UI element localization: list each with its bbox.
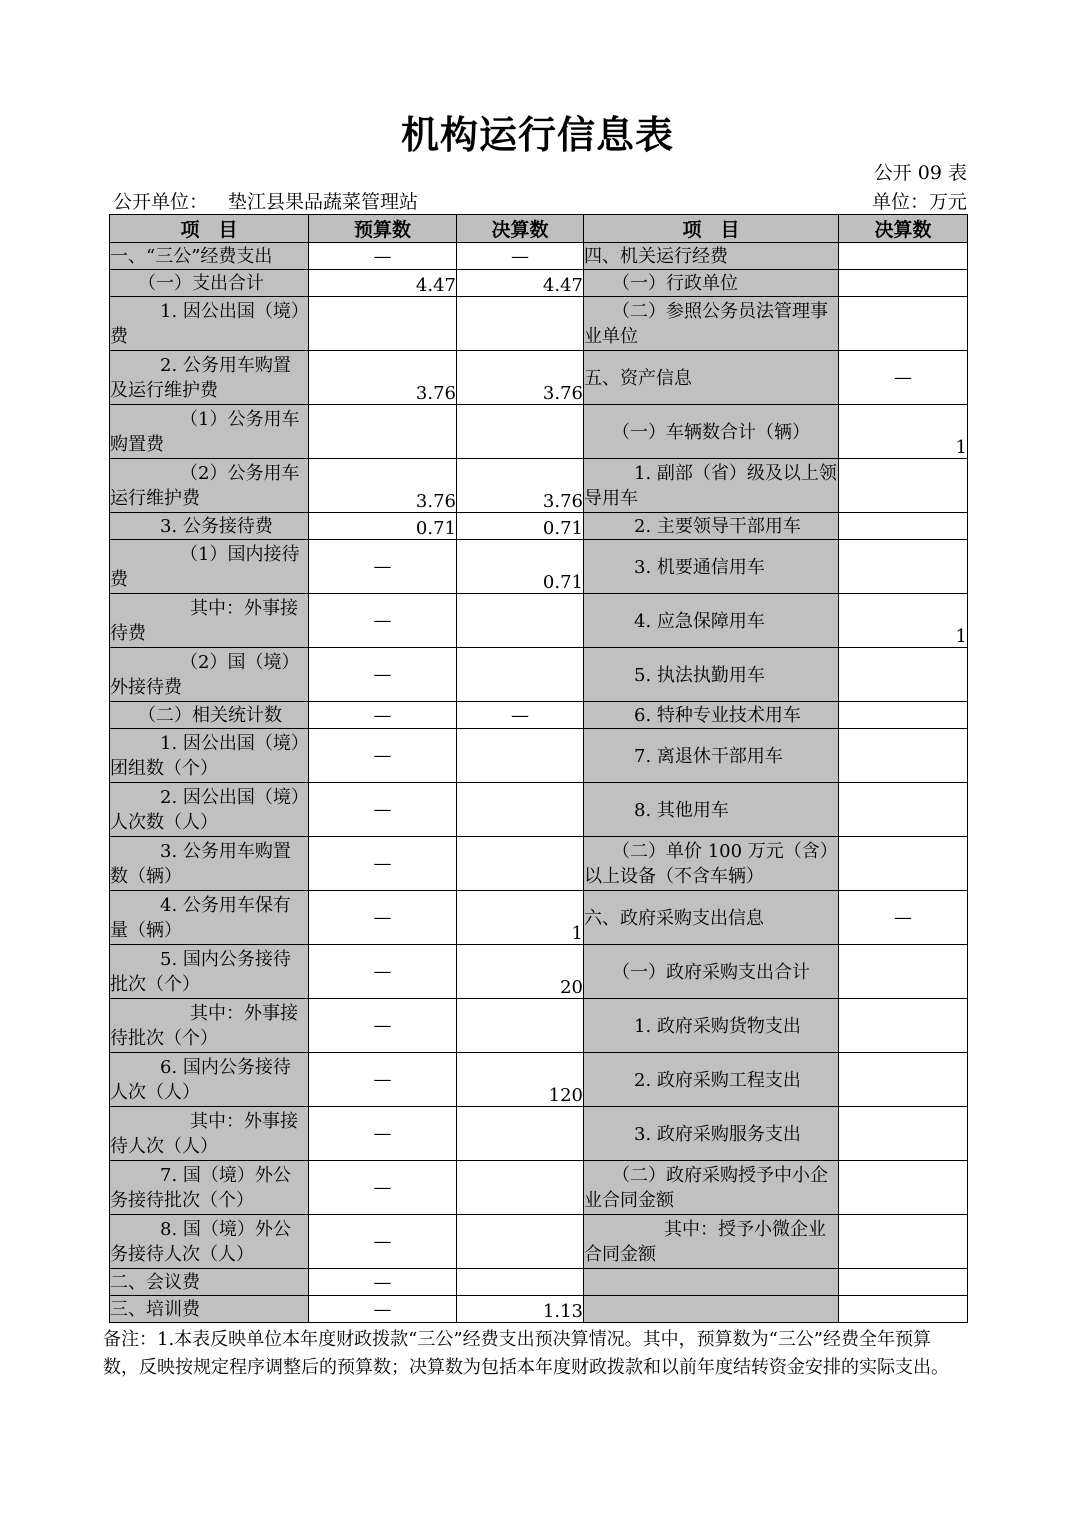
footnote bbox=[103, 1326, 983, 1382]
row-label-left: 1. 因公出国（境）团组数（个） bbox=[110, 729, 309, 783]
header-actual-left: 决算数 bbox=[457, 215, 584, 243]
header-item-left: 项 目 bbox=[110, 215, 309, 243]
actual-value bbox=[457, 783, 584, 837]
table-number: 公开 09 表 bbox=[873, 162, 967, 184]
table-row bbox=[110, 891, 968, 945]
row-label-right: 1. 政府采购货物支出 bbox=[584, 999, 839, 1053]
row-label-right: 6. 特种专业技术用车 bbox=[584, 702, 839, 729]
row-label-left: 2. 公务用车购置及运行维护费 bbox=[110, 351, 309, 405]
row-label-left: （二）相关统计数 bbox=[110, 702, 309, 729]
right-actual-value bbox=[839, 702, 968, 729]
right-actual-value bbox=[839, 297, 968, 351]
table-body bbox=[110, 243, 968, 1323]
header-budget: 预算数 bbox=[309, 215, 457, 243]
row-label-right: 六、政府采购支出信息 bbox=[584, 891, 839, 945]
table-row bbox=[110, 405, 968, 459]
row-label-left: 4. 公务用车保有量（辆） bbox=[110, 891, 309, 945]
row-label-right: 五、资产信息 bbox=[584, 351, 839, 405]
right-actual-value bbox=[839, 729, 968, 783]
row-label-right: （二）政府采购授予中小企业合同金额 bbox=[584, 1161, 839, 1215]
row-label-right: 4. 应急保障用车 bbox=[584, 594, 839, 648]
budget-value: 3.76 bbox=[309, 459, 457, 513]
budget-value: — bbox=[309, 783, 457, 837]
budget-value: — bbox=[309, 729, 457, 783]
right-actual-value bbox=[839, 540, 968, 594]
table-row bbox=[110, 270, 968, 297]
table-row bbox=[110, 837, 968, 891]
budget-value: 3.76 bbox=[309, 351, 457, 405]
budget-value: 4.47 bbox=[309, 270, 457, 297]
table-row bbox=[110, 243, 968, 270]
right-actual-value bbox=[839, 1296, 968, 1323]
header-item-right: 项 目 bbox=[584, 215, 839, 243]
right-actual-value bbox=[839, 783, 968, 837]
row-label-left: （1）公务用车购置费 bbox=[110, 405, 309, 459]
row-label-left: 2. 因公出国（境）人次数（人） bbox=[110, 783, 309, 837]
actual-value: 0.71 bbox=[457, 540, 584, 594]
actual-value: 120 bbox=[457, 1053, 584, 1107]
footnote-line-1: 备注：1.本表反映单位本年度财政拨款“三公”经费支出预决算情况。其中，预算数为“三公”经费全年预算 bbox=[103, 1329, 931, 1350]
info-table bbox=[109, 214, 968, 1323]
row-label-right: 3. 机要通信用车 bbox=[584, 540, 839, 594]
row-label-left: 5. 国内公务接待批次（个） bbox=[110, 945, 309, 999]
row-label-left: 7. 国（境）外公务接待批次（个） bbox=[110, 1161, 309, 1215]
right-actual-value bbox=[839, 1215, 968, 1269]
budget-value: — bbox=[309, 1107, 457, 1161]
budget-value: — bbox=[309, 1296, 457, 1323]
table-row bbox=[110, 297, 968, 351]
table-row bbox=[110, 999, 968, 1053]
actual-value: — bbox=[457, 243, 584, 270]
actual-value: 1.13 bbox=[457, 1296, 584, 1323]
row-label-right: 3. 政府采购服务支出 bbox=[584, 1107, 839, 1161]
row-label-left: 3. 公务用车购置数（辆） bbox=[110, 837, 309, 891]
right-actual-value: — bbox=[839, 351, 968, 405]
table-row bbox=[110, 1269, 968, 1296]
table-row bbox=[110, 594, 968, 648]
row-label-right: （二）单价 100 万元（含）以上设备（不含车辆） bbox=[584, 837, 839, 891]
table-row bbox=[110, 1296, 968, 1323]
table-row bbox=[110, 459, 968, 513]
row-label-left: （2）国（境）外接待费 bbox=[110, 648, 309, 702]
actual-value: — bbox=[457, 702, 584, 729]
row-label-left: 3. 公务接待费 bbox=[110, 513, 309, 540]
actual-value bbox=[457, 1161, 584, 1215]
table-row bbox=[110, 648, 968, 702]
actual-value bbox=[457, 405, 584, 459]
actual-value: 3.76 bbox=[457, 459, 584, 513]
right-actual-value bbox=[839, 243, 968, 270]
right-actual-value bbox=[839, 1269, 968, 1296]
actual-value bbox=[457, 648, 584, 702]
row-label-left: 6. 国内公务接待人次（人） bbox=[110, 1053, 309, 1107]
budget-value: 0.71 bbox=[309, 513, 457, 540]
actual-value: 1 bbox=[457, 891, 584, 945]
actual-value: 20 bbox=[457, 945, 584, 999]
actual-value bbox=[457, 594, 584, 648]
table-row bbox=[110, 1107, 968, 1161]
row-label-right: 1. 副部（省）级及以上领导用车 bbox=[584, 459, 839, 513]
budget-value: — bbox=[309, 648, 457, 702]
actual-value bbox=[457, 1107, 584, 1161]
budget-value: — bbox=[309, 1269, 457, 1296]
right-actual-value bbox=[839, 459, 968, 513]
right-actual-value bbox=[839, 1161, 968, 1215]
page-title: 机构运行信息表 bbox=[400, 112, 674, 157]
budget-value: — bbox=[309, 1161, 457, 1215]
row-label-left: 其中：外事接待批次（个） bbox=[110, 999, 309, 1053]
row-label-left: 其中：外事接待人次（人） bbox=[110, 1107, 309, 1161]
budget-value: — bbox=[309, 1215, 457, 1269]
right-actual-value bbox=[839, 945, 968, 999]
right-actual-value bbox=[839, 270, 968, 297]
budget-value: — bbox=[309, 540, 457, 594]
header-actual-right: 决算数 bbox=[839, 215, 968, 243]
table-row bbox=[110, 729, 968, 783]
row-label-left: （2）公务用车运行维护费 bbox=[110, 459, 309, 513]
table-row bbox=[110, 540, 968, 594]
budget-value: — bbox=[309, 1053, 457, 1107]
row-label-right: 2. 政府采购工程支出 bbox=[584, 1053, 839, 1107]
row-label-left: 二、会议费 bbox=[110, 1269, 309, 1296]
actual-value: 0.71 bbox=[457, 513, 584, 540]
row-label-right: 8. 其他用车 bbox=[584, 783, 839, 837]
org-info bbox=[113, 187, 418, 214]
right-actual-value bbox=[839, 999, 968, 1053]
budget-value: — bbox=[309, 945, 457, 999]
actual-value bbox=[457, 729, 584, 783]
budget-value: — bbox=[309, 999, 457, 1053]
budget-value: — bbox=[309, 837, 457, 891]
table-row bbox=[110, 513, 968, 540]
table-row bbox=[110, 351, 968, 405]
row-label-right: （一）车辆数合计（辆） bbox=[584, 405, 839, 459]
right-actual-value: — bbox=[839, 891, 968, 945]
table-row bbox=[110, 1053, 968, 1107]
row-label-left: 8. 国（境）外公务接待人次（人） bbox=[110, 1215, 309, 1269]
budget-value: — bbox=[309, 594, 457, 648]
actual-value: 4.47 bbox=[457, 270, 584, 297]
budget-value bbox=[309, 297, 457, 351]
actual-value bbox=[457, 837, 584, 891]
right-actual-value: 1 bbox=[839, 405, 968, 459]
budget-value: — bbox=[309, 243, 457, 270]
row-label-right: （一）政府采购支出合计 bbox=[584, 945, 839, 999]
right-actual-value bbox=[839, 513, 968, 540]
row-label-left: 一、“三公”经费支出 bbox=[110, 243, 309, 270]
row-label-right: （一）行政单位 bbox=[584, 270, 839, 297]
actual-value bbox=[457, 297, 584, 351]
row-label-right: 其中：授予小微企业合同金额 bbox=[584, 1215, 839, 1269]
row-label-right: （二）参照公务员法管理事业单位 bbox=[584, 297, 839, 351]
table-row bbox=[110, 945, 968, 999]
row-label-left: 三、培训费 bbox=[110, 1296, 309, 1323]
row-label-right bbox=[584, 1296, 839, 1323]
actual-value bbox=[457, 999, 584, 1053]
org-label: 公开单位： bbox=[113, 191, 209, 213]
actual-value bbox=[457, 1269, 584, 1296]
row-label-right: 7. 离退休干部用车 bbox=[584, 729, 839, 783]
unit-label: 单位：万元 bbox=[871, 191, 967, 213]
table-header-row bbox=[110, 215, 968, 243]
footnote-line-2: 数，反映按规定程序调整后的预算数；决算数为包括本年度财政拨款和以前年度结转资金安排的实际支出。 bbox=[103, 1357, 949, 1378]
row-label-right: 四、机关运行经费 bbox=[584, 243, 839, 270]
right-actual-value bbox=[839, 1107, 968, 1161]
budget-value bbox=[309, 405, 457, 459]
right-actual-value bbox=[839, 837, 968, 891]
actual-value bbox=[457, 1215, 584, 1269]
table-row bbox=[110, 702, 968, 729]
row-label-right: 2. 主要领导干部用车 bbox=[584, 513, 839, 540]
row-label-left: （一）支出合计 bbox=[110, 270, 309, 297]
budget-value: — bbox=[309, 702, 457, 729]
actual-value: 3.76 bbox=[457, 351, 584, 405]
row-label-right: 5. 执法执勤用车 bbox=[584, 648, 839, 702]
table-row bbox=[110, 1161, 968, 1215]
budget-value: — bbox=[309, 891, 457, 945]
table-row bbox=[110, 783, 968, 837]
row-label-left: 其中：外事接待费 bbox=[110, 594, 309, 648]
row-label-left: （1）国内接待费 bbox=[110, 540, 309, 594]
right-actual-value bbox=[839, 1053, 968, 1107]
table-row bbox=[110, 1215, 968, 1269]
right-actual-value bbox=[839, 648, 968, 702]
row-label-right bbox=[584, 1269, 839, 1296]
org-name: 垫江县果品蔬菜管理站 bbox=[228, 191, 419, 213]
right-actual-value: 1 bbox=[839, 594, 968, 648]
row-label-left: 1. 因公出国（境）费 bbox=[110, 297, 309, 351]
